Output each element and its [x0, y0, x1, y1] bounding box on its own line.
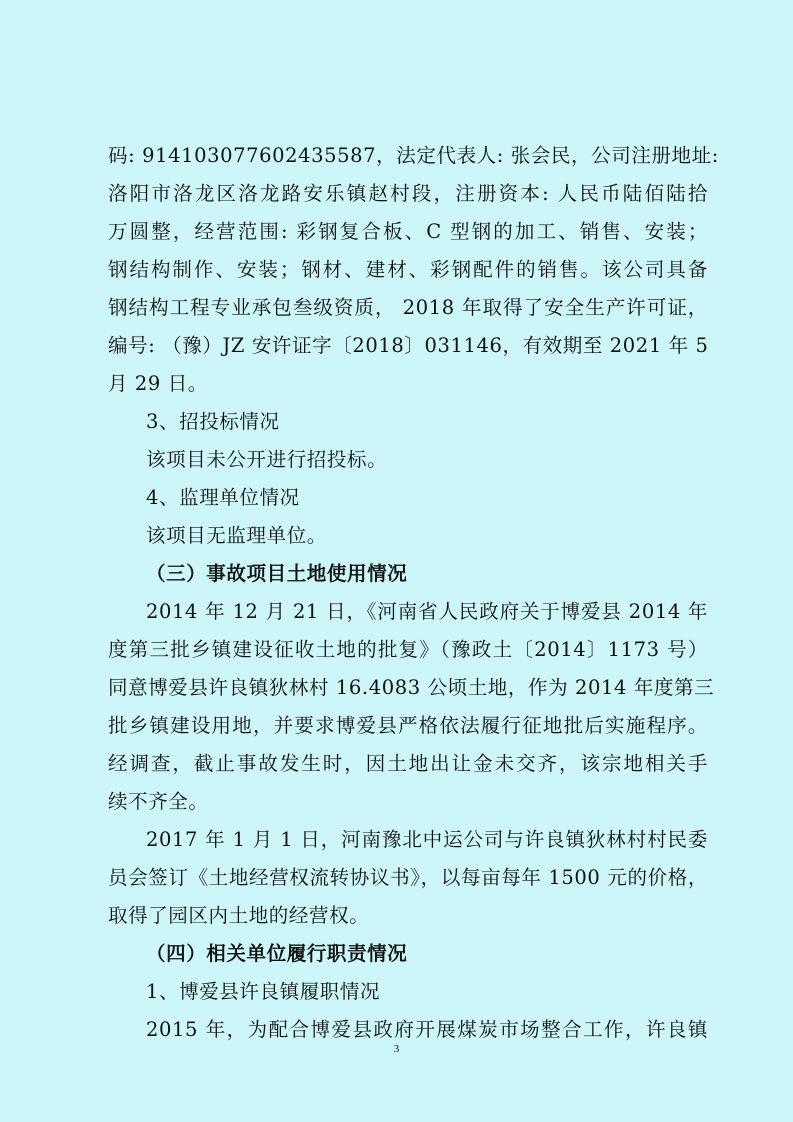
section-heading: （四）相关单位履行职责情况: [146, 942, 408, 965]
text-line: 取得了园区内土地的经营权。: [108, 904, 370, 927]
text-line: 2015 年，为配合博爱县政府开展煤炭市场整合工作，许良镇: [146, 1018, 708, 1041]
text-line: 2014 年 12 月 21 日，《河南省人民政府关于博爱县 2014 年: [146, 600, 708, 623]
page-number: 3: [393, 1043, 400, 1055]
text-line: 度第三批乡镇建设征收土地的批复》（豫政土〔2014〕1173 号）: [108, 638, 708, 661]
text-line: 续不齐全。: [108, 790, 209, 813]
text-line: 码: 914103077602435587，法定代表人: 张会民，公司注册地址:: [108, 144, 719, 167]
text-line: 洛阳市洛龙区洛龙路安乐镇赵村段，注册资本: 人民币陆佰陆拾: [108, 182, 708, 205]
text-line: 月 29 日。: [108, 372, 208, 395]
section-subheading: 3、招投标情况: [146, 410, 280, 433]
text-line: 2017 年 1 月 1 日，河南豫北中运公司与许良镇狄林村村民委: [146, 828, 708, 851]
text-line: 万圆整，经营范围: 彩钢复合板、C 型钢的加工、销售、安装；: [108, 220, 708, 243]
section-heading: （三）事故项目土地使用情况: [146, 562, 408, 585]
text-line: 同意博爱县许良镇狄林村 16.4083 公顷土地，作为 2014 年度第三: [108, 676, 715, 699]
text-line: 批乡镇建设用地，并要求博爱县严格依法履行征地批后实施程序。: [108, 714, 708, 737]
text-line: 钢结构制作、安装；钢材、建材、彩钢配件的销售。该公司具备: [108, 258, 708, 281]
text-line: 该项目未公开进行招投标。: [146, 448, 388, 471]
section-subheading: 4、监理单位情况: [146, 486, 300, 509]
text-line: 该项目无监理单位。: [146, 524, 327, 547]
text-line: 员会签订《土地经营权流转协议书》，以每亩每年 1500 元的价格，: [108, 866, 708, 889]
text-line: 编号: （豫）JZ 安许证字〔2018〕031146，有效期至 2021 年 5: [108, 334, 709, 357]
section-subheading: 1、博爱县许良镇履职情况: [146, 980, 381, 1003]
text-line: 钢结构工程专业承包叁级资质， 2018 年取得了安全生产许可证，: [108, 296, 708, 319]
text-line: 经调查，截止事故发生时，因土地出让金未交齐，该宗地相关手: [108, 752, 708, 775]
